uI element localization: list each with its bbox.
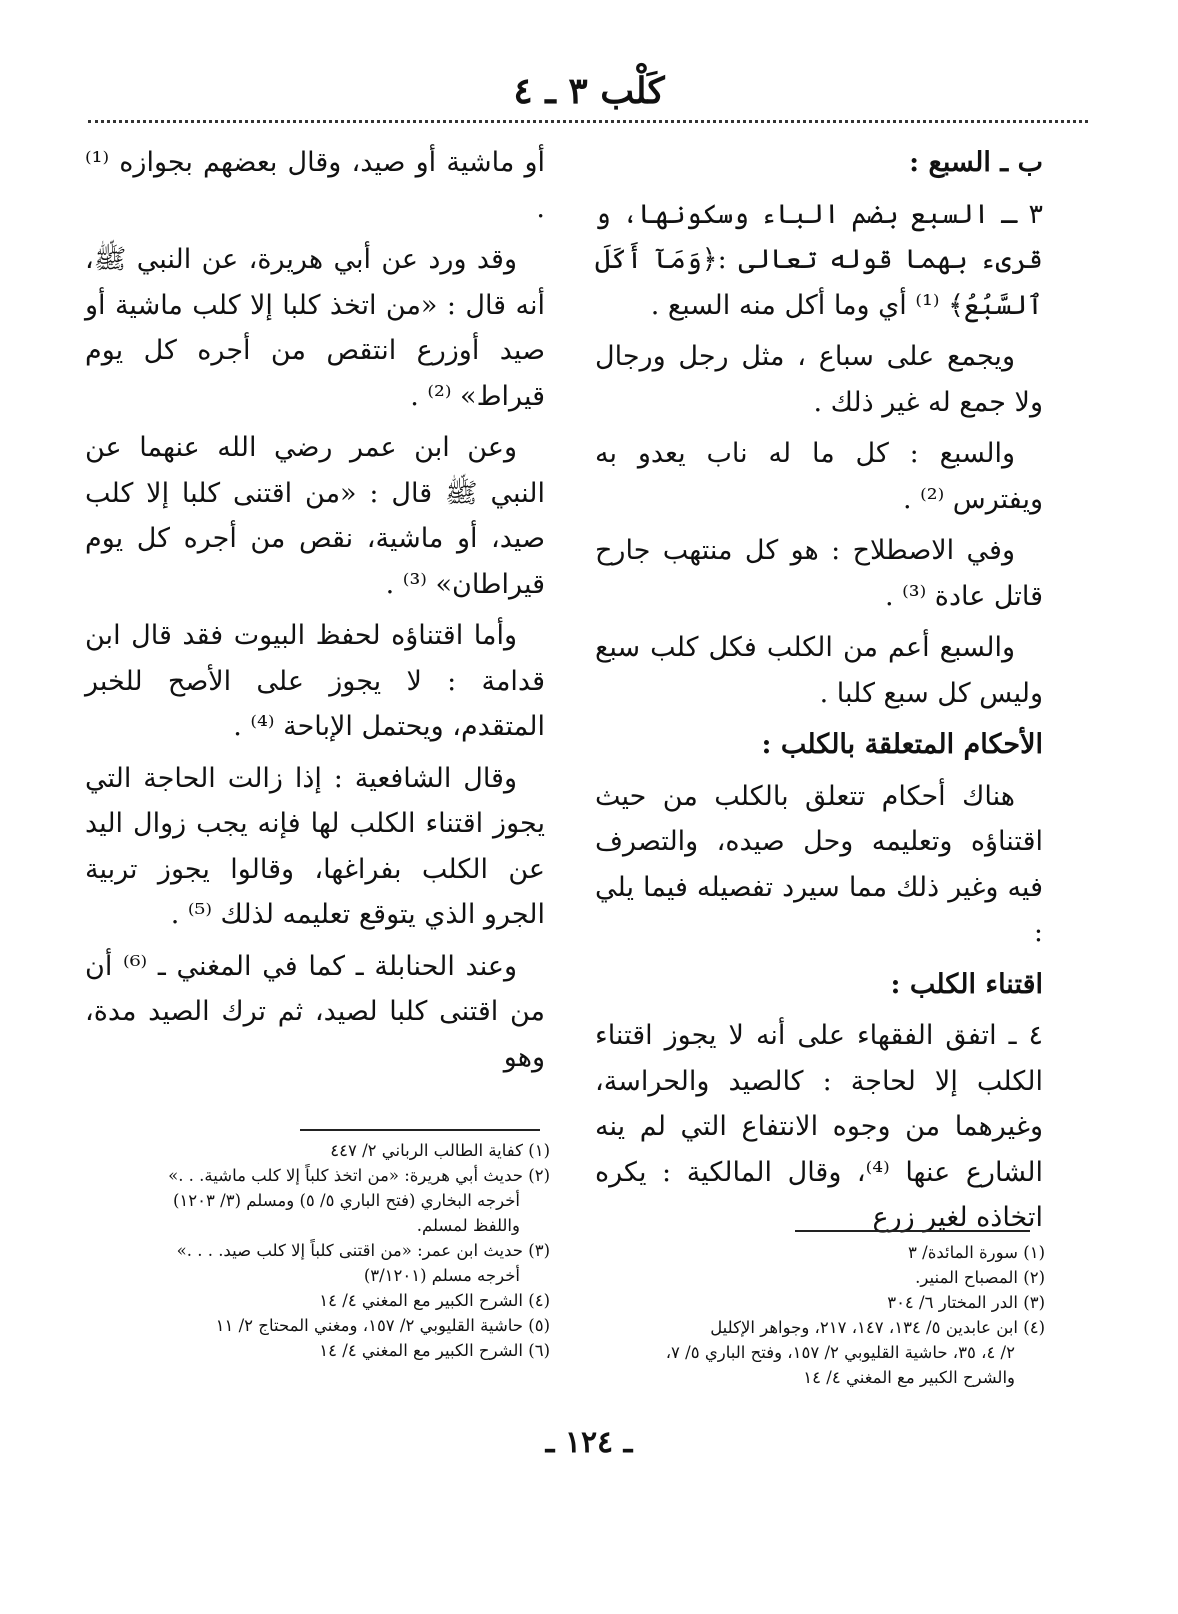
footnote-left: أخرجه البخاري (فتح الباري ٥/ ٥) ومسلم (٣/ ١٢٠٣) (172, 1191, 520, 1210)
right-column-paragraph: هناك أحكام تتعلق بالكلب من حيث اقتناؤه وتعليمه وحل صيده، والتصرف فيه وغير ذلك مما سيرد تفصيله فيما يلي : (595, 780, 1043, 948)
footnote-right: والشرح الكبير مع المغني ٤/ ١٤ (803, 1368, 1015, 1387)
right-column-heading: ب ـ السبع : (909, 147, 1043, 178)
footnote-left: واللفظ لمسلم. (416, 1216, 520, 1235)
right-column-heading: اقتناء الكلب : (890, 968, 1043, 1000)
right-column-paragraph: وفي الاصطلاح : هو كل منتهب جارح قاتل عادة ⁽³⁾ . (595, 535, 1043, 612)
footnote-divider-right (795, 1230, 1030, 1232)
footnote-left: (٤) الشرح الكبير مع المغني ٤/ ١٤ (319, 1291, 550, 1310)
page-header: كَلْب ٣ ـ ٤ (513, 70, 665, 112)
left-column-paragraph: أو ماشية أو صيد، وقال بعضهم بجوازه ⁽¹⁾ . (85, 147, 545, 224)
right-column-paragraph: ٤ ـ اتفق الفقهاء على أنه لا يجوز اقتناء الكلب إلا لحاجة : كالصيد والحراسة، وغيرهما من وجوه الانتفاع التي لم ينه الشارع عنها ⁽⁴⁾، وقال المالكية : يكره اتخاذه لغير زرع (595, 1020, 1044, 1233)
footnote-right: ٢/ ٤، ٣٥، حاشية القليوبي ٢/ ١٥٧، وفتح الباري ٥/ ٧، (665, 1343, 1015, 1362)
footnote-left: (٣) حديث ابن عمر: «من اقتنى كلباً إلا كلب صيد. . . .» (176, 1241, 550, 1260)
footnotes-left (85, 1138, 550, 1363)
right-column-paragraph: ٣ ـ السبع بضم الباء وسكونها، و قرىء بهما قوله تعالى :﴿وَمَآ أَكَلَ ٱلسَّبُعُ﴾ ⁽¹⁾ أي وما أكل منه السبع . (595, 198, 1043, 321)
right-column-heading: الأحكام المتعلقة بالكلب : (761, 729, 1043, 760)
left-column-paragraph: وأما اقتناؤه لحفظ البيوت فقد قال ابن قدامة : لا يجوز على الأصح للخبر المتقدم، ويحتمل الإباحة ⁽⁴⁾ . (85, 620, 545, 742)
footnote-divider-left (300, 1129, 540, 1131)
footnote-left: (٦) الشرح الكبير مع المغني ٤/ ١٤ (319, 1341, 550, 1360)
header-divider (88, 120, 1088, 123)
right-column-paragraph: والسبع أعم من الكلب فكل كلب سبع وليس كل سبع كلبا . (595, 632, 1043, 709)
footnote-right: (٤) ابن عابدين ٥/ ١٣٤، ١٤٧، ٢١٧، وجواهر الإكليل (710, 1318, 1045, 1337)
footnotes-right (595, 1240, 1045, 1390)
footnote-left: (٢) حديث أبي هريرة: «من اتخذ كلباً إلا كلب ماشية. . .» (168, 1166, 550, 1185)
right-column (595, 140, 1043, 1247)
left-column-paragraph: وعند الحنابلة ـ كما في المغني ـ ⁽⁶⁾ أن من اقتنى كلبا لصيد، ثم ترك الصيد مدة، وهو (85, 950, 545, 1073)
footnote-left: أخرجه مسلم (٣/١٢٠١) (363, 1266, 520, 1285)
footnote-right: (٢) المصباح المنير. (915, 1268, 1045, 1287)
footnote-left: (٥) حاشية القليوبي ٢/ ١٥٧، ومغني المحتاج ٢/ ١١ (215, 1316, 550, 1335)
left-column-paragraph: وعن ابن عمر رضي الله عنهما عن النبي ﷺ قال : «من اقتنى كلبا إلا كلب صيد، أو ماشية، نقص من أجره كل يوم قيراطان» ⁽³⁾ . (85, 432, 545, 600)
left-column-paragraph: وقد ورد عن أبي هريرة، عن النبي ﷺ، أنه قال : «من اتخذ كلبا إلا كلب ماشية أو صيد أوزرع انتقص من أجره كل يوم قيراط» ⁽²⁾ . (85, 244, 545, 412)
page-number: ـ ١٢٤ ـ (545, 1425, 633, 1460)
right-column-paragraph: ويجمع على سباع ، مثل رجل ورجال ولا جمع له غير ذلك . (595, 341, 1043, 418)
footnote-right: (١) سورة المائدة/ ٣ (908, 1243, 1045, 1262)
left-column (85, 140, 545, 1086)
left-column-paragraph: وقال الشافعية : إذا زالت الحاجة التي يجوز اقتناء الكلب لها فإنه يجب زوال اليد عن الكلب بفراغها، وقالوا يجوز تربية الجرو الذي يتوقع تعليمه لذلك ⁽⁵⁾ . (85, 762, 545, 930)
footnote-left: (١) كفاية الطالب الرباني ٢/ ٤٤٧ (330, 1141, 550, 1160)
right-column-paragraph: والسبع : كل ما له ناب يعدو به ويفترس ⁽²⁾ . (595, 438, 1043, 515)
footnote-right: (٣) الدر المختار ٦/ ٣٠٤ (887, 1293, 1045, 1312)
